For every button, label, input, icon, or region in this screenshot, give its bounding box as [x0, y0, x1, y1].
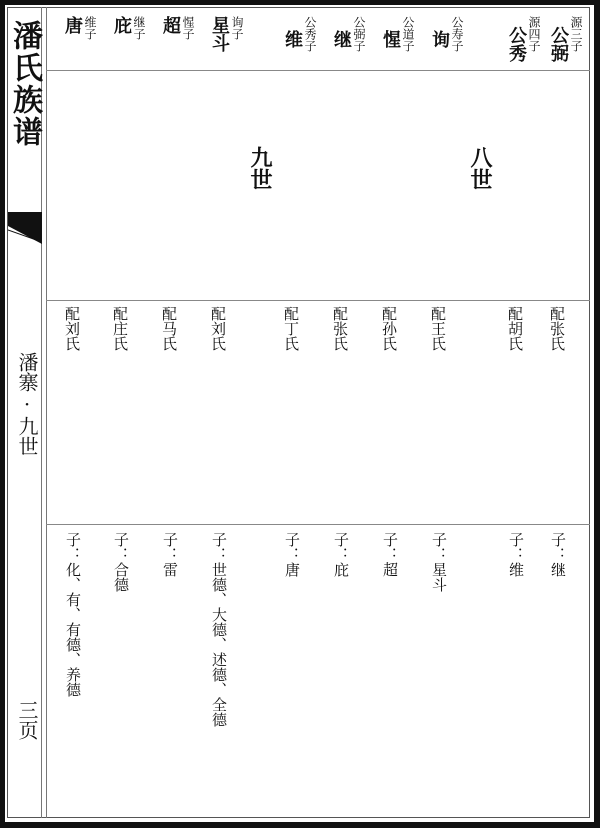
frame-left — [0, 0, 5, 828]
page-number: 三页 — [15, 700, 39, 740]
member-spouse: 配张氏 — [331, 306, 349, 351]
member-name: 星斗 — [209, 16, 230, 52]
member-lineage-note: 继子 — [132, 16, 146, 40]
generation-eight: 八世 — [467, 146, 493, 190]
member-lineage-note: 源四子 — [527, 16, 541, 52]
member-name: 公弼 — [548, 26, 569, 62]
member-lineage-note: 惺子 — [181, 16, 195, 40]
member-children: 子：合德 — [112, 532, 130, 592]
member-spouse: 配庄氏 — [111, 306, 129, 351]
member-children: 子：庇 — [332, 532, 350, 577]
member-lineage-note: 源三子 — [569, 16, 583, 52]
frame-bottom — [0, 822, 600, 828]
member-children: 子：唐 — [283, 532, 301, 577]
fishtail-mark — [8, 212, 42, 244]
book-title: 潘氏族谱 — [7, 20, 42, 148]
member-lineage-note: 公秀子 — [303, 16, 317, 52]
member-spouse: 配刘氏 — [209, 306, 227, 351]
member-name: 庇 — [111, 16, 132, 34]
member-name: 维 — [282, 30, 303, 48]
frame-right — [594, 0, 600, 828]
frame-top — [0, 0, 600, 5]
member-children: 子：超 — [381, 532, 399, 577]
member-children: 子：维 — [507, 532, 525, 577]
member-spouse: 配孙氏 — [380, 306, 398, 351]
member-name: 唐 — [62, 16, 83, 34]
row-divider-spouse — [46, 524, 590, 525]
member-name: 惺 — [380, 30, 401, 48]
row-divider-names — [46, 70, 590, 71]
member-lineage-note: 公道子 — [401, 16, 415, 52]
member-spouse: 配马氏 — [160, 306, 178, 351]
member-name: 询 — [429, 30, 450, 48]
member-lineage-note: 询子 — [230, 16, 244, 40]
member-spouse: 配胡氏 — [506, 306, 524, 351]
member-lineage-note: 公弼子 — [352, 16, 366, 52]
member-name: 超 — [160, 16, 181, 34]
generation-nine: 九世 — [247, 146, 273, 190]
page-border — [7, 7, 590, 818]
member-spouse: 配王氏 — [429, 306, 447, 351]
member-children: 子：雷 — [161, 532, 179, 577]
member-lineage-note: 维子 — [83, 16, 97, 40]
member-name: 公秀 — [506, 26, 527, 62]
member-children: 子：继 — [549, 532, 567, 577]
spine-divider — [46, 7, 47, 818]
member-name: 继 — [331, 30, 352, 48]
member-children: 子：世德、大德、述德、全德 — [210, 532, 228, 727]
section-label: 潘寨·九世 — [15, 352, 39, 456]
member-spouse: 配刘氏 — [63, 306, 81, 351]
member-children: 子：星斗 — [430, 532, 448, 592]
row-divider-generation — [46, 300, 590, 301]
member-spouse: 配丁氏 — [282, 306, 300, 351]
member-children: 子：化、有、有德、养德 — [64, 532, 82, 697]
member-spouse: 配张氏 — [548, 306, 566, 351]
member-lineage-note: 公寿子 — [450, 16, 464, 52]
